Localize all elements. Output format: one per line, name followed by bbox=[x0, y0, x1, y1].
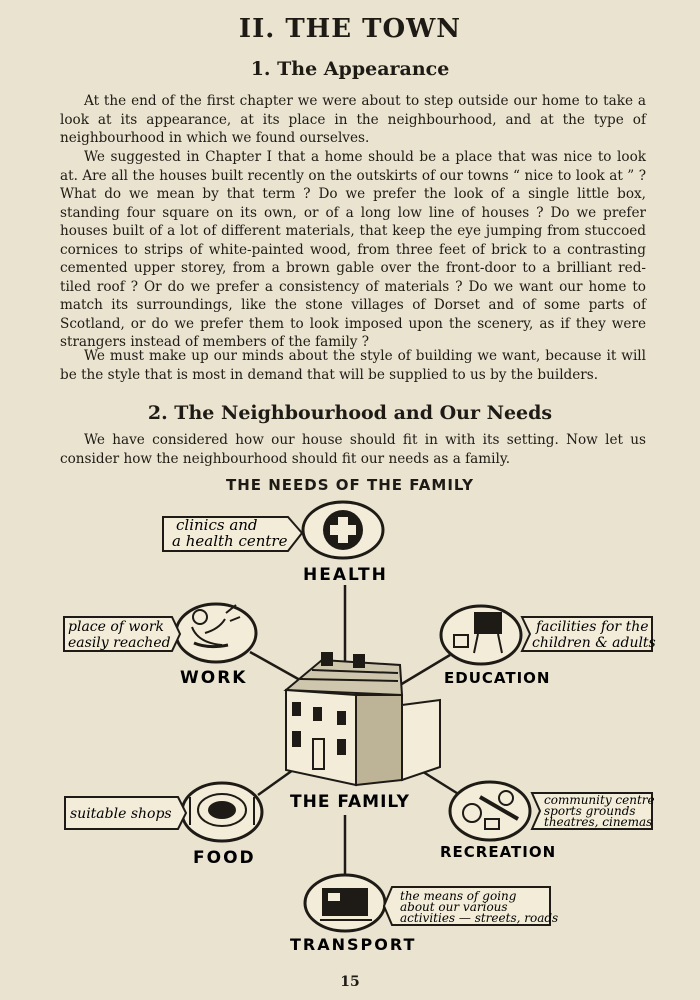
food-note-line: suitable shops bbox=[70, 806, 172, 822]
food-label: FOOD bbox=[193, 848, 256, 868]
recreation-note-line: community centre bbox=[544, 793, 655, 807]
transport-node bbox=[290, 875, 558, 954]
transport-label: TRANSPORT bbox=[290, 935, 417, 954]
health-label: HEALTH bbox=[303, 565, 388, 585]
transport-note-line: the means of going bbox=[400, 889, 517, 903]
recreation-note-line: sports grounds bbox=[544, 804, 636, 818]
food-node bbox=[65, 783, 262, 868]
work-note-line: easily reached bbox=[68, 635, 171, 651]
recreation-label: RECREATION bbox=[440, 843, 557, 861]
medical-cross-icon bbox=[323, 510, 363, 550]
section-title-appearance: 1. The Appearance bbox=[250, 58, 450, 80]
connector-line bbox=[400, 655, 450, 685]
recreation-node bbox=[440, 782, 655, 861]
chapter-title: II. THE TOWN bbox=[238, 14, 462, 44]
education-note-line: facilities for the bbox=[536, 619, 649, 635]
transport-note-line: about our various bbox=[400, 900, 508, 914]
paragraph: We suggested in Chapter I that a home should be a place that was nice to look at. Are all the houses built recently on the outskirts of our towns “ nice to look at ” ? What do we mean by that term ? Do we prefer the look of a single little box, standing four square on its own, or of a long low line of houses ? Do we prefer houses built of a lot of different materials, that keep the eye jumping from stuccoed cornices to strips of white-painted wood, from three feet of brick to a contrasting cemented upper storey, from a brown gable over the front-door to a brilliant red-tiled roof ? Or do we prefer a consistency of materials ? Do we want our home to match its surroundings, like the stone villages of Dorset and of some parts of Scotland, or do we prefer them to look imposed upon the scenery, as if they were strangers instead of members of the family ? bbox=[60, 149, 646, 350]
train-icon bbox=[320, 888, 372, 920]
health-note-line: a health centre bbox=[172, 532, 288, 550]
recreation-note-line: theatres, cinemas bbox=[544, 815, 653, 829]
transport-note-line: activities — streets, roads bbox=[400, 911, 559, 925]
work-note-line: place of work bbox=[68, 619, 165, 635]
connector-line bbox=[420, 770, 460, 795]
paragraph: We must make up our minds about the style of building we want, because it will be the style that is most in demand that will be supplied to us by the builders. bbox=[60, 348, 646, 383]
education-label: EDUCATION bbox=[444, 669, 551, 687]
center-label: THE FAMILY bbox=[290, 792, 410, 812]
needs-diagram bbox=[0, 495, 700, 965]
section-title-neighbourhood: 2. The Neighbourhood and Our Needs bbox=[147, 402, 553, 424]
health-node bbox=[163, 502, 388, 585]
diagram-title: THE NEEDS OF THE FAMILY bbox=[226, 476, 474, 494]
education-node bbox=[441, 606, 656, 687]
health-note-line: clinics and bbox=[176, 516, 258, 534]
education-note-line: children & adults bbox=[532, 635, 656, 651]
paragraph: We have considered how our house should fit in with its setting. Now let us consider how the neighbourhood should fit our needs as a family. bbox=[60, 432, 646, 467]
work-node bbox=[64, 604, 256, 688]
paragraph: At the end of the first chapter we were about to step outside our home to take a look at its appearance, at its place in the neighbourhood, and at the type of neighbourhood in which we found ourselves. bbox=[60, 93, 646, 146]
page-number: 15 bbox=[340, 974, 360, 990]
connector-line bbox=[250, 652, 300, 680]
work-label: WORK bbox=[180, 668, 248, 688]
house-icon bbox=[286, 653, 440, 785]
